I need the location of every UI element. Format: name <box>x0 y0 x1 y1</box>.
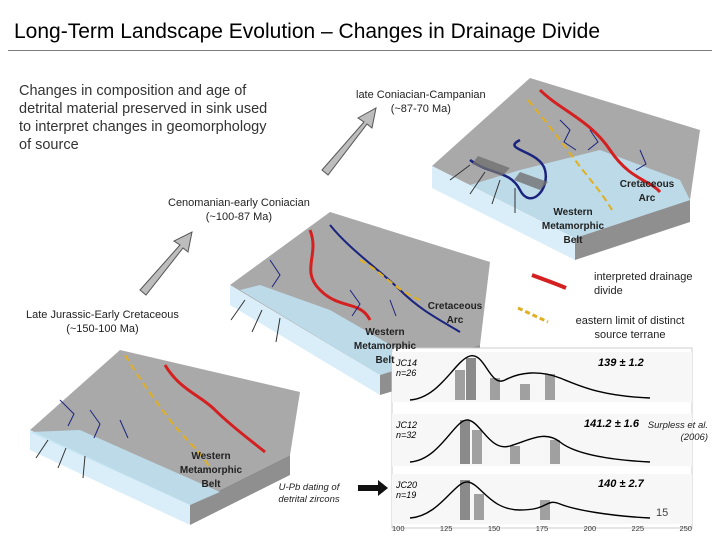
belt-label-stage1: Western Metamorphic Belt <box>179 451 243 490</box>
arc-label-stage2: Cretaceous Arc <box>427 301 483 326</box>
stage-arrow-2 <box>322 108 376 175</box>
stage-age: (~87-70 Ma) <box>390 103 451 115</box>
axis-tick: 200 <box>583 524 597 533</box>
hist-sample-jc14: JC14 n=26 <box>396 358 418 378</box>
divide-legend-swatch <box>532 275 566 288</box>
axis-tick: 250 <box>679 524 692 533</box>
stage-arrow-1 <box>140 232 192 295</box>
stage-name: late Coniacian-Campanian <box>356 89 486 101</box>
legend-divide-label: interpreted drainage divide <box>594 271 693 297</box>
belt-label-stage3: Western Metamorphic Belt <box>541 207 605 246</box>
hist-sample-jc20: JC20 n=19 <box>396 480 418 500</box>
histogram-jc14 <box>392 352 692 402</box>
stage-late-jurassic-diagram <box>30 350 300 525</box>
citation: Surpless et al. (2006) <box>647 420 708 443</box>
dating-arrow <box>358 480 388 496</box>
stage-age: (~100-87 Ma) <box>205 211 273 223</box>
hist-age-jc20: 140 ± 2.7 <box>598 478 644 490</box>
intro-text: Changes in composition and age of detrital material preserved in sink used to interpret changes in geomorphology of source <box>19 83 268 153</box>
belt-label-stage2: Western Metamorphic Belt <box>353 327 417 366</box>
page-number: 15 <box>656 507 669 519</box>
arc-label-stage3: Cretaceous Arc <box>619 179 675 204</box>
stage-name: Cenomanian-early Coniacian <box>168 197 310 209</box>
axis-tick: 125 <box>439 524 453 533</box>
stage-label-late-jurassic <box>26 308 179 336</box>
stage-name: Late Jurassic-Early Cretaceous <box>26 309 179 321</box>
axis-tick: 225 <box>631 524 645 533</box>
terrane-legend-swatch <box>518 308 548 322</box>
legend-terrane-label: eastern limit of distinct source terrane <box>575 315 685 341</box>
stage-label-late-coniacian <box>356 88 486 116</box>
dating-label: U-Pb dating of detrital zircons <box>278 482 340 505</box>
hist-x-axis <box>392 524 692 533</box>
stage-label-cenomanian <box>168 196 310 224</box>
hist-age-jc14: 139 ± 1.2 <box>598 357 644 369</box>
axis-tick: 150 <box>487 524 501 533</box>
stage-age: (~150-100 Ma) <box>66 323 139 335</box>
histogram-jc20 <box>392 474 692 524</box>
hist-sample-jc12: JC12 n=32 <box>396 420 418 440</box>
slide-title: Long-Term Landscape Evolution – Changes in Drainage Divide <box>14 20 601 43</box>
hist-age-jc12: 141.2 ± 1.6 <box>584 418 639 430</box>
axis-tick: 175 <box>535 524 549 533</box>
axis-tick: 100 <box>392 524 405 533</box>
